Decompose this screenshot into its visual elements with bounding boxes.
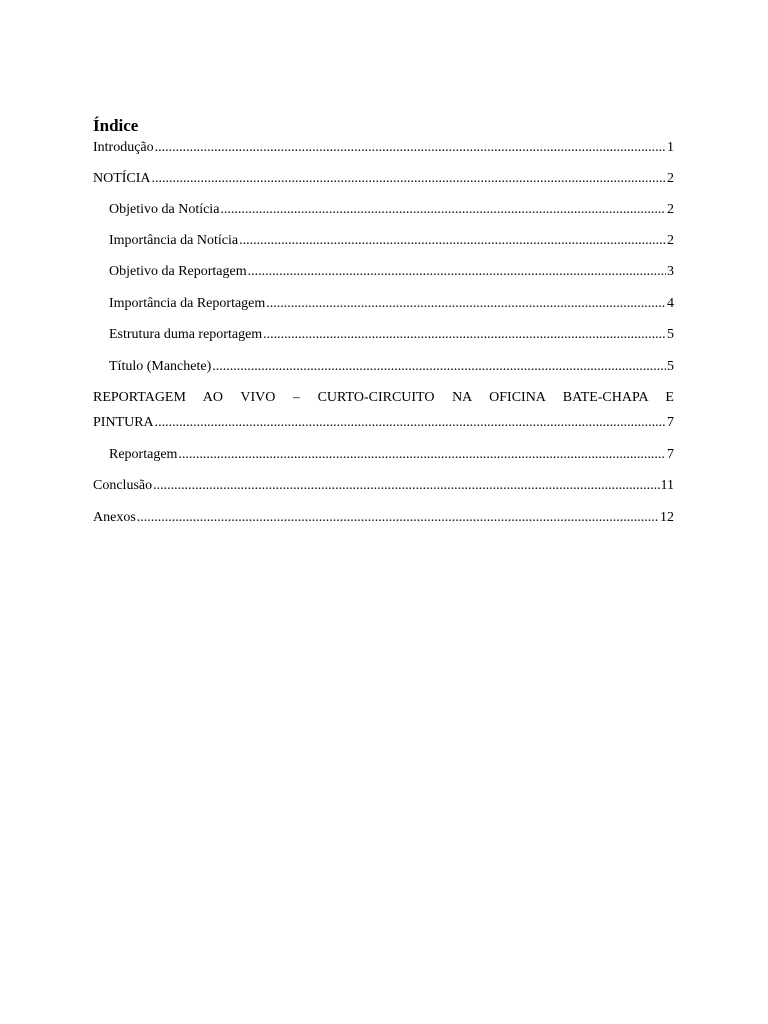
dot-leader: [155, 414, 666, 431]
toc-entry-label-line2: PINTURA: [93, 415, 154, 430]
dot-leader: [239, 232, 666, 249]
dot-leader: [220, 201, 666, 218]
toc-entry-conclusao[interactable]: [93, 477, 674, 494]
toc-entry-page: 11: [660, 478, 674, 493]
toc-entry-page: 7: [667, 415, 674, 430]
toc-entry-page: 12: [660, 510, 674, 525]
toc-entry-page: 2: [667, 202, 674, 217]
toc-entry-page: 5: [667, 359, 674, 374]
dot-leader: [137, 509, 659, 526]
toc-entry-page: 7: [667, 447, 674, 462]
toc-entry-label: Conclusão: [93, 478, 153, 493]
toc-entry-importancia-reportagem[interactable]: [109, 295, 674, 312]
toc-entry-label: Importância da Reportagem: [109, 296, 266, 311]
toc-entry-reportagem[interactable]: [109, 446, 674, 463]
toc-entry-importancia-noticia[interactable]: [109, 232, 674, 249]
toc-entry-page: 2: [667, 171, 674, 186]
dot-leader: [178, 446, 666, 463]
toc-entry-noticia[interactable]: [93, 170, 674, 187]
dot-leader: [266, 295, 666, 312]
toc-entry-label: Título (Manchete): [109, 359, 212, 374]
toc-entry-introducao[interactable]: [93, 139, 674, 156]
toc-entry-page: 4: [667, 296, 674, 311]
toc-entry-label: Importância da Notícia: [109, 233, 239, 248]
toc-entry-label: Objetivo da Reportagem: [109, 264, 247, 279]
dot-leader: [212, 358, 666, 375]
toc-title: Índice: [93, 116, 139, 135]
toc-entry-page: 5: [667, 327, 674, 342]
dot-leader: [153, 477, 659, 494]
dot-leader: [152, 170, 666, 187]
toc-entry-anexos[interactable]: [93, 509, 674, 526]
toc-entry-page: 2: [667, 233, 674, 248]
toc-entry-label: NOTÍCIA: [93, 171, 151, 186]
toc-entry-page: 1: [667, 140, 674, 155]
toc-entry-line2: [93, 414, 674, 431]
toc-entry-objetivo-reportagem[interactable]: [109, 263, 674, 280]
toc-entry-label: Anexos: [93, 510, 136, 525]
toc-entry-estrutura-reportagem[interactable]: [109, 326, 674, 343]
toc-entry-label-line1: REPORTAGEM AO VIVO – CURTO-CIRCUITO NA OFICINA BATE-CHAPA E: [93, 390, 674, 405]
dot-leader: [155, 139, 666, 156]
dot-leader: [248, 263, 666, 280]
toc-entry-label: Introdução: [93, 140, 154, 155]
toc-entry-page: 3: [667, 264, 674, 279]
toc-entry-objetivo-noticia[interactable]: [109, 201, 674, 218]
toc-entry-label: Objetivo da Notícia: [109, 202, 220, 217]
toc-entry-label: Estrutura duma reportagem: [109, 327, 263, 342]
document-page: [93, 116, 674, 525]
toc-entry-label: Reportagem: [109, 447, 178, 462]
toc-entry-reportagem-ao-vivo[interactable]: [93, 389, 674, 431]
dot-leader: [263, 326, 666, 343]
toc-entry-titulo-manchete[interactable]: [109, 358, 674, 375]
